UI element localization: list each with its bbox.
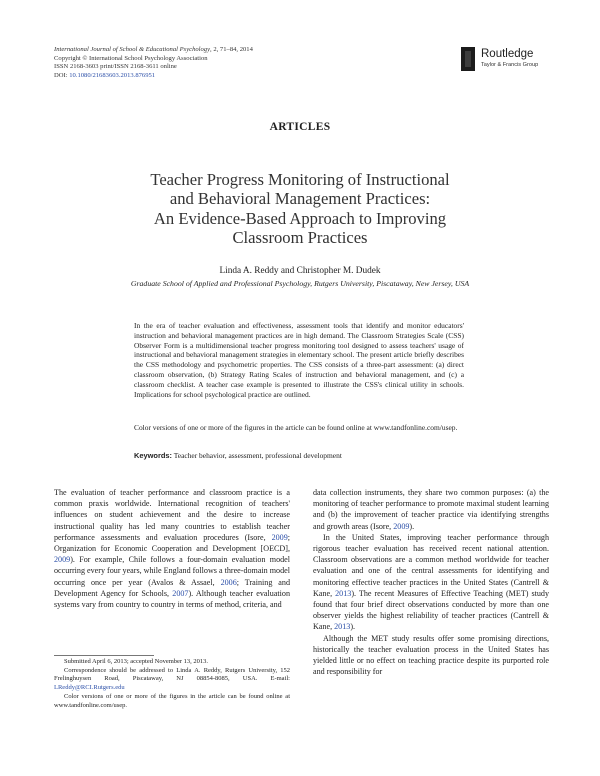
color-versions-note: Color versions of one or more of the figures in the article can be found online at www.tandfonline.com/usep. (54, 692, 290, 709)
keywords (134, 451, 474, 460)
doi-label: DOI: (54, 71, 70, 79)
journal-volume-pages: , 2, 71–84, 2014 (210, 46, 253, 53)
email-link[interactable]: LReddy@RCI.Rutgers.edu (54, 684, 125, 692)
abstract: In the era of teacher evaluation and effectiveness, assessment tools that identify and monitor educators' instruction and behavioral management practices are in high demand. The Classroom Strategies Scale (CSS) Observer Form is a multidimensional teacher progress monitoring tool designed to assess teachers' usage of instructional and behavioral management strategies in elementary school. The present article briefly describes the CSS methodology and psychometric properties. The CSS consists of a three-part assessment: (a) direct classroom observation, (b) Strategy Rating Scales of instruction and behavioral management, and (c) a classroom checklist. A teacher case example is presented to illustrate the CSS's clinical utility in schools. Implications for school psychological practice are outlined. (134, 321, 464, 399)
copyright-line: Copyright © International School Psychology Association (54, 54, 208, 62)
keywords-text: Teacher behavior, assessment, professional development (173, 451, 342, 460)
affiliation: Graduate School of Applied and Professional Psychology, Rutgers University, Piscataway, New Jersey, USA (130, 279, 470, 288)
doi-link[interactable]: 10.1080/21683603.2013.876951 (69, 71, 156, 79)
body-column-left (54, 487, 290, 610)
citation-link[interactable]: 2009 (271, 532, 288, 542)
paragraph (313, 532, 549, 633)
journal-citation (54, 46, 253, 55)
footnote-divider (54, 655, 154, 656)
publisher-group: Taylor & Francis Group (481, 62, 539, 68)
publisher-name: Routledge (481, 48, 534, 60)
paragraph (313, 487, 549, 532)
footnote (54, 658, 290, 710)
text-run: ). Although teacher evaluation systems vary from country to country in terms of method, criteria, and (54, 588, 290, 610)
title-line: Teacher Progress Monitoring of Instructional (150, 170, 450, 189)
text-run: ; Organization for Economic Cooperation and Development [OECD], (54, 532, 290, 554)
text-run: In the United States, improving teacher performance through rigorous teacher evaluation has received recent national attention. Classroom observations are a common method worldwide for teacher evaluation and one of the central assessments for identifying and monitoring effective teacher practices in the United States (Cantrell & Kane, (313, 532, 549, 598)
article-title (80, 170, 520, 247)
color-note: Color versions of one or more of the figures in the article can be found online at www.tandfonline.com/usep. (134, 423, 458, 432)
section-heading: ARTICLES (269, 121, 331, 133)
text-run: ). For example, Chile follows a four-domain evaluation model occurring every four years, while England follows a three-domain model occurring once per year (Avalos & Assael, (54, 555, 290, 587)
keywords-label: Keywords: (134, 451, 173, 460)
issn-line: ISSN 2168-3603 print/ISSN 2168-3611 online (54, 63, 177, 71)
paragraph: Although the MET study results offer some promising directions, historically the teacher evaluation process in the United States has yielded little or no effect on teaching practice despite its purported role and responsibility for (313, 633, 549, 677)
correspondence-note (54, 667, 290, 693)
text-run: ). (409, 521, 415, 531)
paragraph (54, 487, 290, 610)
text-run: ). The recent Measures of Effective Teaching (MET) study found that four brief direct observations conducted by more than one observer yields the highest reliability of teacher practices (Cantrell & Kane, (313, 588, 550, 632)
text-run: ). (350, 622, 356, 632)
submitted-note: Submitted April 6, 2013; accepted November 13, 2013. (64, 658, 209, 665)
citation-link[interactable]: 2009 (54, 555, 71, 565)
citation-link[interactable]: 2013 (335, 588, 352, 598)
text-run: Correspondence should be addressed to Linda A. Reddy, Rutgers University, 152 Frelinghuysen Road, Piscataway, NJ 08854-8085, USA. E-mail: (54, 666, 290, 683)
running-header (54, 46, 253, 80)
text-run: ; Training and Development Agency for Schools, (54, 577, 290, 598)
citation-link[interactable]: 2006 (220, 577, 237, 587)
doi-line (54, 72, 253, 81)
title-line: and Behavioral Management Practices: (169, 189, 431, 209)
body-column-right (313, 487, 549, 677)
text-run: The evaluation of teacher performance and classroom practice is a common praxis worldwide. International recognition of teachers' influences on student achievement and the desire to increase instructional quality has led many countries to establish teacher performance assessments and evaluation procedures (Isore, (54, 488, 290, 542)
citation-link[interactable]: 2007 (172, 588, 189, 598)
publisher-logo (461, 47, 551, 73)
citation-link[interactable]: 2013 (334, 622, 351, 632)
authors: Linda A. Reddy and Christopher M. Dudek (219, 266, 381, 276)
title-line: Classroom Practices (232, 227, 368, 247)
text-run: data collection instruments, they share two common purposes: (a) the monitoring of teacher performance to promote maximal student learning and (b) the improvement of teacher practice via identifying strengths and growth areas (Isore, (313, 488, 549, 531)
journal-name: International Journal of School & Educational Psychology (54, 46, 211, 53)
citation-link[interactable]: 2009 (393, 521, 410, 531)
routledge-logo-icon (461, 47, 475, 71)
title-line: An Evidence-Based Approach to Improving (153, 208, 447, 228)
